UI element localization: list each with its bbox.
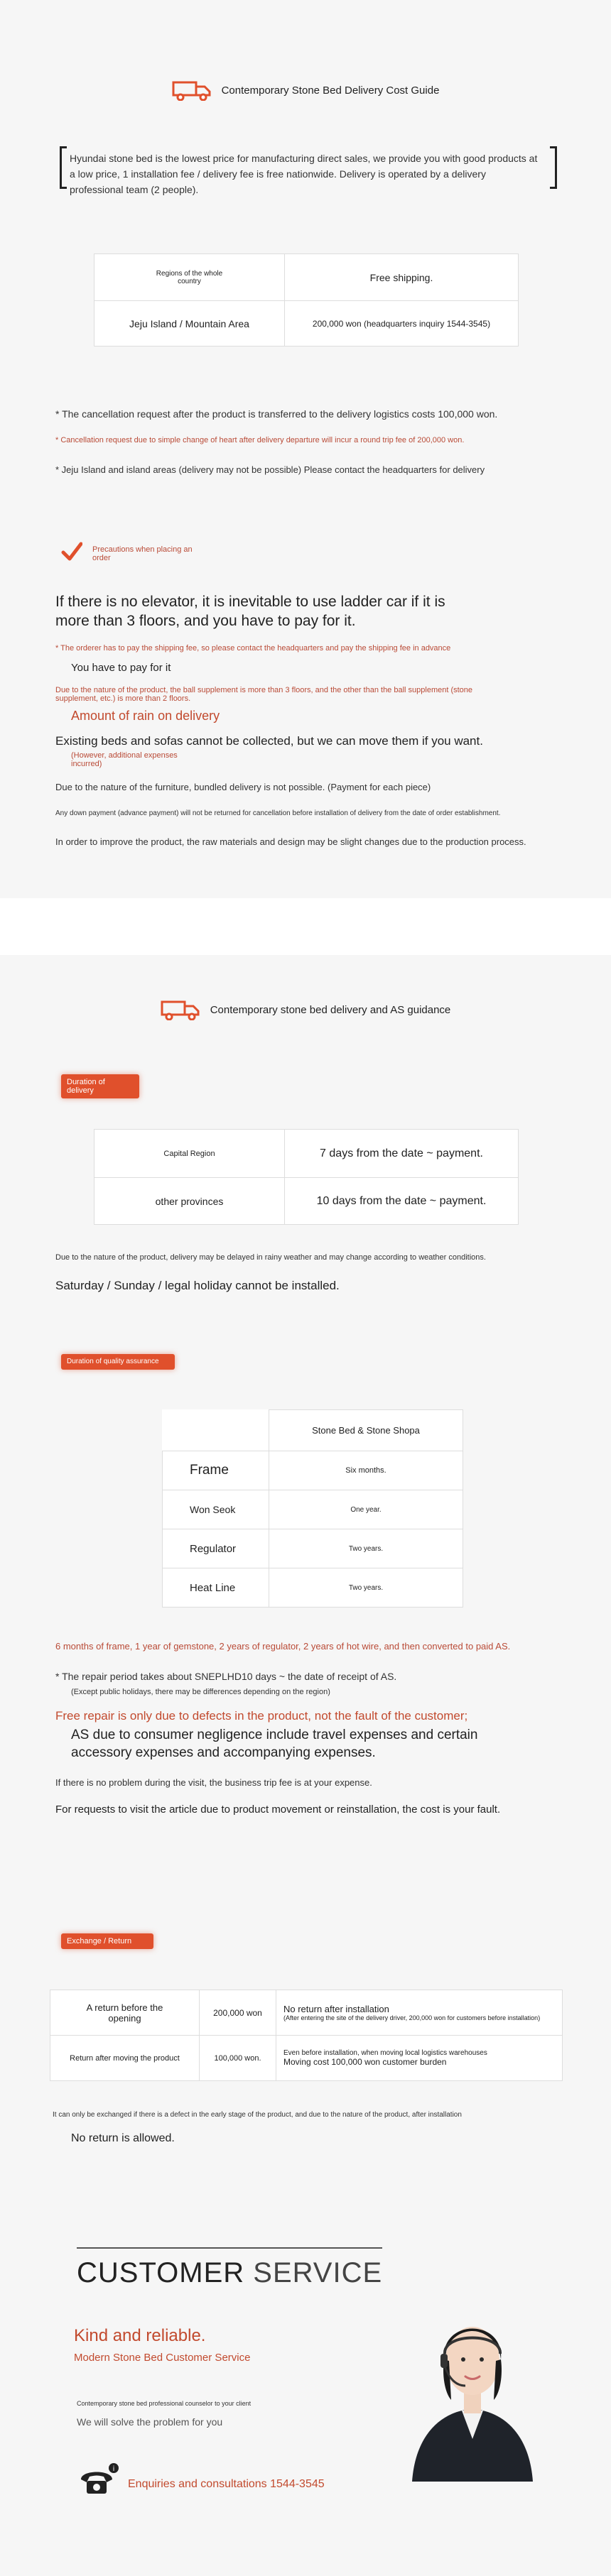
- intro-text: Hyundai stone bed is the lowest price for manufacturing direct sales, we provide you with good products at a low price, 1 installation fee / delivery fee is free nationwide. Delivery is operated by a delivery professional team (2 people).: [70, 153, 538, 195]
- kind-reliable: Kind and reliable.: [74, 2326, 206, 2345]
- phone-enquiry: Enquiries and consultations 1544-3545: [128, 2478, 325, 2490]
- region-label: Capital Region: [94, 1130, 285, 1178]
- rain-note: Amount of rain on delivery: [71, 709, 220, 723]
- return-desc: Even before installation, when moving local logistics warehouses: [283, 2049, 487, 2057]
- return-desc: No return after installation: [283, 2004, 389, 2014]
- no-return-note: No return is allowed.: [71, 2132, 175, 2144]
- duration-tag: Duration of delivery: [61, 1074, 139, 1098]
- down-payment-note: Any down payment (advance payment) will not be returned for cancellation before installation of delivery from the date of order establishment.: [55, 809, 501, 817]
- customer-service-title: [77, 2247, 382, 2289]
- cs-title-thin: SERVICE: [244, 2257, 383, 2288]
- bundled-note: Due to the nature of the furniture, bundled delivery is not possible. (Payment for each piece): [55, 782, 431, 792]
- return-sub: (After entering the site of the delivery driver, 200,000 won for customers before installation): [283, 2014, 541, 2021]
- phone-icon: [77, 2462, 119, 2498]
- shipping-value: Free shipping.: [285, 254, 519, 301]
- duration-value: 7 days from the date ~ payment.: [285, 1130, 519, 1178]
- region-label: Jeju Island / Mountain Area: [94, 301, 285, 346]
- warranty-label: Heat Line: [163, 1568, 269, 1608]
- warranty-row: [163, 1529, 463, 1568]
- return-price: 200,000 won: [200, 1990, 276, 2036]
- improve-note: In order to improve the product, the raw materials and design may be slight changes due to the production process.: [55, 836, 526, 847]
- cancel-note-2: * Cancellation request due to simple change of heart after delivery departure will incur a round trip fee of 200,000 won.: [55, 436, 465, 444]
- warranty-label: Won Seok: [163, 1490, 269, 1529]
- duration-table: [94, 1129, 519, 1225]
- jeju-note: * Jeju Island and island areas (delivery may not be possible) Please contact the headquarters for delivery: [55, 464, 485, 475]
- duration-row-capital: [94, 1130, 519, 1178]
- counselor-note: Contemporary stone bed professional counselor to your client: [77, 2400, 252, 2407]
- ball-note: Due to the nature of the product, the ball supplement is more than 3 floors, and the other than the ball supplement (stone supplement, etc.) is more than 2 floors.: [55, 686, 473, 703]
- truck-icon: [161, 999, 200, 1020]
- pay-for-it: You have to pay for it: [71, 662, 171, 674]
- solve-note: We will solve the problem for you: [77, 2416, 223, 2428]
- warranty-label: Regulator: [163, 1529, 269, 1568]
- cs-title-bold: CUSTOMER: [77, 2257, 245, 2288]
- return-table: [50, 1990, 563, 2081]
- defect-note: It can only be exchanged if there is a defect in the early stage of the product, and due to the nature of the product, after installation: [53, 2111, 462, 2119]
- warranty-table: [162, 1409, 463, 1608]
- warranty-label: Frame: [163, 1451, 269, 1490]
- customer-service-agent-image: [384, 2269, 561, 2482]
- section-title-delivery-cost: [0, 80, 611, 101]
- duration-row-provinces: [94, 1178, 519, 1225]
- additional-note: (However, additional expenses incurred): [71, 751, 178, 768]
- free-repair-note: Free repair is only due to defects in the product, not the fault of the customer;: [55, 1709, 468, 1723]
- warranty-value: Six months.: [269, 1451, 463, 1490]
- cs-subtitle: Modern Stone Bed Customer Service: [74, 2352, 251, 2364]
- region-label: other provinces: [94, 1178, 285, 1225]
- return-desc-cell: [276, 2036, 563, 2081]
- warranty-value: Two years.: [269, 1529, 463, 1568]
- orderer-note: * The orderer has to pay the shipping fee, so please contact the headquarters and pay the shipping fee in advance: [55, 644, 451, 653]
- no-problem-note: If there is no problem during the visit, the business trip fee is at your expense.: [55, 1777, 372, 1788]
- repair-period-note: * The repair period takes about SNEPLHD10 days ~ the date of receipt of AS.: [55, 1671, 397, 1682]
- section-title-text: Contemporary stone bed delivery and AS guidance: [210, 1003, 451, 1016]
- visit-note: For requests to visit the article due to product movement or reinstallation, the cost is your fault.: [55, 1803, 501, 1816]
- delivery-cost-section: [0, 0, 611, 898]
- return-row-before-opening: [50, 1990, 563, 2036]
- precautions-label: Precautions when placing an order: [92, 545, 193, 562]
- warranty-row: [163, 1490, 463, 1529]
- shipping-table: [94, 253, 519, 346]
- paid-as-note: 6 months of frame, 1 year of gemstone, 2 years of regulator, 2 years of hot wire, and then converted to paid AS.: [55, 1641, 511, 1652]
- return-row-after-moving: [50, 2036, 563, 2081]
- section-title-as: [0, 999, 611, 1020]
- check-icon: [61, 541, 82, 562]
- cancel-note-1: * The cancellation request after the product is transferred to the delivery logistics costs 100,000 won.: [55, 408, 498, 420]
- warranty-row: [163, 1568, 463, 1608]
- except-note: (Except public holidays, there may be differences depending on the region): [71, 1688, 330, 1696]
- return-price: 100,000 won.: [200, 2036, 276, 2081]
- exchange-return-tag: Exchange / Return: [61, 1933, 153, 1949]
- return-desc-cell: [276, 1990, 563, 2036]
- shipping-row-nationwide: [94, 254, 519, 301]
- truck-icon: [172, 80, 212, 101]
- bracket-right: [550, 146, 557, 189]
- intro-quote: [60, 151, 550, 197]
- return-label: A return before the opening: [50, 1990, 200, 2036]
- warranty-tag: Duration of quality assurance: [61, 1354, 175, 1370]
- return-sub: Moving cost 100,000 won customer burden: [283, 2057, 447, 2067]
- empty-cell: [163, 1410, 269, 1451]
- weather-note: Due to the nature of the product, delivery may be delayed in rainy weather and may change according to weather conditions.: [55, 1253, 486, 1262]
- shipping-row-jeju: [94, 301, 519, 346]
- svg-text:i: i: [112, 2465, 115, 2473]
- warranty-value: Two years.: [269, 1568, 463, 1608]
- warranty-header: Stone Bed & Stone Shopa: [269, 1410, 463, 1451]
- holiday-note: Saturday / Sunday / legal holiday cannot be installed.: [55, 1279, 340, 1292]
- no-elevator-note: If there is no elevator, it is inevitable to use ladder car if it is more than 3 floors, and you have to pay for it.: [55, 594, 445, 629]
- as-due-note: AS due to consumer negligence include travel expenses and certain accessory expenses and accompanying expenses.: [71, 1728, 478, 1760]
- warranty-value: One year.: [269, 1490, 463, 1529]
- region-label: Regions of the whole country: [94, 254, 285, 301]
- return-label: Return after moving the product: [50, 2036, 200, 2081]
- duration-value: 10 days from the date ~ payment.: [285, 1178, 519, 1225]
- section-title-text: Contemporary Stone Bed Delivery Cost Guide: [221, 84, 440, 97]
- existing-note: Existing beds and sofas cannot be collected, but we can move them if you want.: [55, 734, 483, 748]
- bracket-left: [60, 146, 67, 189]
- warranty-row: [163, 1451, 463, 1490]
- warranty-header-row: [163, 1410, 463, 1451]
- section-gap: [0, 898, 611, 955]
- shipping-value: 200,000 won (headquarters inquiry 1544-3545): [285, 301, 519, 346]
